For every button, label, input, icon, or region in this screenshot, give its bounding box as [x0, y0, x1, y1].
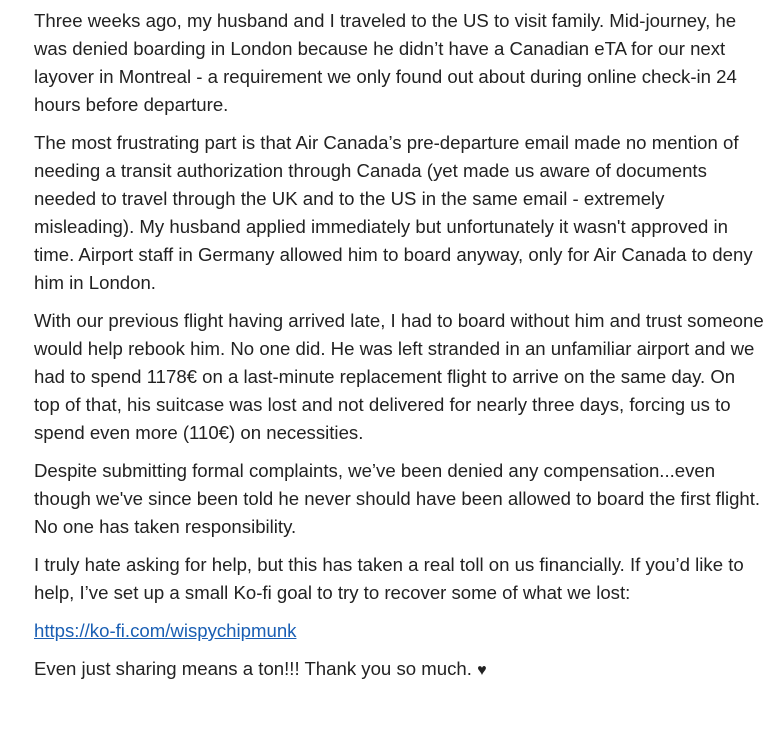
heart-icon: ♥	[477, 662, 487, 679]
document-body	[34, 7, 764, 695]
link-paragraph	[34, 617, 764, 645]
closing-text: Even just sharing means a ton!!! Thank you so much.	[34, 658, 472, 679]
paragraph-intro: Three weeks ago, my husband and I traveled to the US to visit family. Mid-journey, he was denied boarding in London because he didn’t have a Canadian eTA for our next layover in Montreal - a requirement we only found out about during online check-in 24 hours before departure.	[34, 10, 737, 115]
kofi-link[interactable]: https://ko-fi.com/wispychipmunk	[34, 620, 297, 641]
paragraph-stranded: With our previous flight having arrived late, I had to board without him and trust someone would help rebook him. No one did. He was left stranded in an unfamiliar airport and we had to spend 1178€ on a last-minute replacement flight to arrive on the same day. On top of that, his suitcase was lost and not delivered for nearly three days, forcing us to spend even more (110€) on necessities.	[34, 310, 764, 443]
paragraph-help-request: I truly hate asking for help, but this has taken a real toll on us financially. If you’d like to help, I’ve set up a small Ko-fi goal to try to recover some of what we lost:	[34, 554, 744, 603]
paragraph-email-issue: The most frustrating part is that Air Canada’s pre-departure email made no mention of needing a transit authorization through Canada (yet made us aware of documents needed to travel through the UK and to the US in the same email - extremely misleading). My husband applied immediately but unfortunately it wasn't approved in time. Airport staff in Germany allowed him to board anyway, only for Air Canada to deny him in London.	[34, 132, 753, 293]
paragraph-complaints: Despite submitting formal complaints, we’ve been denied any compensation...even though we've since been told he never should have been allowed to board the first flight. No one has taken responsibility.	[34, 460, 761, 537]
paragraph-closing	[34, 655, 764, 685]
